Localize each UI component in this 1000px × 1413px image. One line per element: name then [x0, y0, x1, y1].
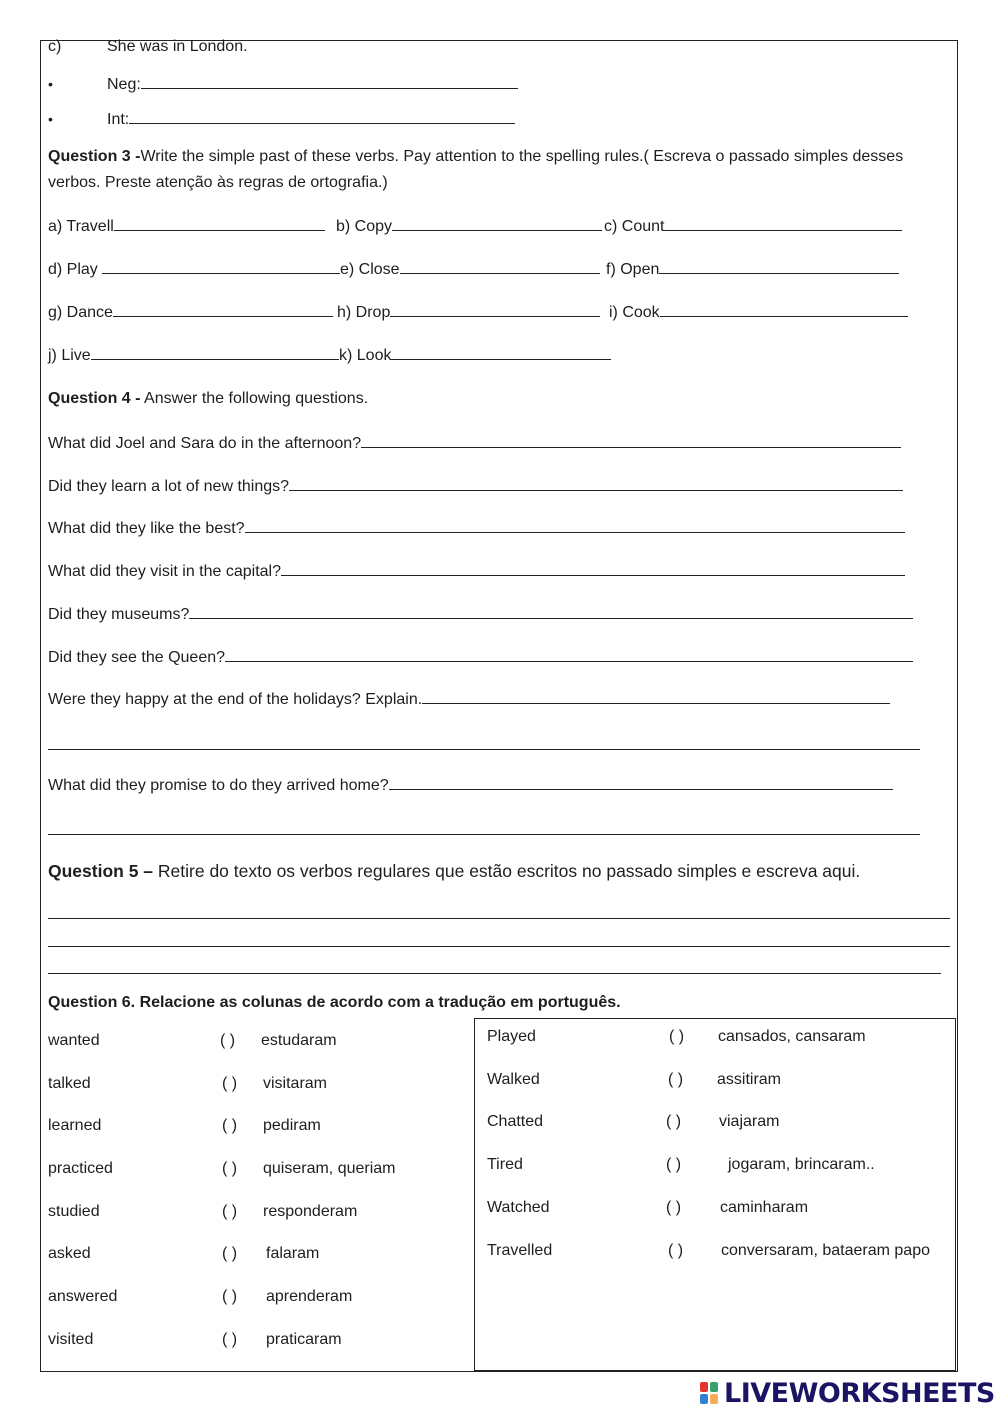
q5-answer-line-3[interactable] [48, 973, 941, 974]
q6-right-translation: assitiram [717, 1071, 782, 1088]
q3-instruction-line2: verbos. Preste atenção às regras de ortografia.) [48, 174, 388, 191]
q3-blank-d[interactable] [102, 259, 340, 274]
q4-title: Question 4 - [48, 390, 141, 407]
int-label: Int: [107, 111, 130, 128]
q4-answer-8-line2[interactable] [48, 834, 920, 835]
q6-right-column-box [474, 1018, 956, 1371]
q3-blank-a[interactable] [114, 216, 325, 231]
q6-left-word: talked [48, 1075, 91, 1092]
q3-blank-h[interactable] [390, 302, 600, 317]
q4-answer-3[interactable] [245, 518, 905, 533]
q4-answer-6[interactable] [225, 647, 913, 662]
q6-left-translation: pediram [263, 1117, 321, 1134]
q5-title: Question 5 – [48, 861, 154, 881]
bullet-icon: • [48, 111, 53, 127]
q6-right-word: Played [487, 1028, 536, 1045]
q6-left-word: answered [48, 1288, 118, 1305]
liveworksheets-logo [700, 1377, 995, 1409]
q3-item-a: a) Travell [48, 216, 325, 237]
q4-question-8: What did they promise to do they arrived home? [48, 775, 893, 796]
q3-item-d: d) Play [48, 259, 340, 280]
q4-question-7: Were they happy at the end of the holidays? Explain. [48, 689, 890, 710]
q6-right-word: Travelled [487, 1242, 553, 1259]
q6-left-answer-box[interactable]: ( ) [222, 1331, 238, 1348]
q3-item-g: g) Dance [48, 302, 333, 323]
q6-right-answer-box[interactable]: ( ) [668, 1071, 684, 1088]
q4-instruction: Answer the following questions. [144, 390, 369, 407]
q6-left-translation: aprenderam [266, 1288, 353, 1305]
q5-instruction: Retire do texto os verbos regulares que estão escritos no passado simples e escreva aqui. [157, 861, 861, 881]
q6-left-answer-box[interactable]: ( ) [222, 1203, 238, 1220]
q3-instruction-line1: Question 3 -Write the simple past of these verbs. Pay attention to the spelling rules.( Escreva o passado simples desses [48, 148, 904, 165]
liveworksheets-logo-icon [700, 1380, 720, 1406]
q6-left-translation: quiseram, queriam [263, 1160, 396, 1177]
q3-blank-b[interactable] [392, 216, 602, 231]
q4-question-5: Did they museums? [48, 604, 913, 625]
q6-title: Question 6. Relacione as colunas de acordo com a tradução em português. [48, 994, 621, 1011]
q4-answer-5[interactable] [189, 604, 913, 619]
q4-question-3: What did they like the best? [48, 518, 905, 539]
q4-answer-4[interactable] [281, 561, 905, 576]
q3-item-b: b) Copy [336, 216, 602, 237]
q6-left-answer-box[interactable]: ( ) [222, 1245, 238, 1262]
q6-left-word: asked [48, 1245, 91, 1262]
q5-header [48, 860, 860, 882]
q6-right-word: Walked [487, 1071, 540, 1088]
q3-item-k: k) Look [339, 345, 611, 366]
q2-item-c-text: She was in London. [107, 38, 248, 55]
q4-answer-1[interactable] [361, 433, 901, 448]
q6-right-translation: caminharam [720, 1199, 809, 1216]
q6-right-answer-box[interactable]: ( ) [666, 1113, 682, 1130]
q3-blank-g[interactable] [113, 302, 333, 317]
q3-blank-i[interactable] [660, 302, 908, 317]
q4-question-1: What did Joel and Sara do in the afternoon? [48, 433, 901, 454]
q6-left-word: visited [48, 1331, 94, 1348]
q2-item-c-label: c) [48, 38, 62, 55]
q5-answer-line-2[interactable] [48, 946, 950, 947]
q4-question-4: What did they visit in the capital? [48, 561, 905, 582]
liveworksheets-logo-text: LIVEWORKSHEETS [724, 1377, 995, 1409]
q6-left-translation: praticaram [266, 1331, 342, 1348]
q3-item-f: f) Open [606, 259, 899, 280]
q4-question-2: Did they learn a lot of new things? [48, 476, 903, 497]
int-answer-blank[interactable] [129, 109, 515, 124]
neg-answer-blank[interactable] [141, 74, 518, 89]
q3-item-h: h) Drop [337, 302, 600, 323]
q3-blank-c[interactable] [664, 216, 902, 231]
q6-left-word: practiced [48, 1160, 113, 1177]
q6-left-translation: falaram [266, 1245, 320, 1262]
q3-title: Question 3 - [48, 148, 141, 165]
q4-answer-7-line2[interactable] [48, 749, 920, 750]
q6-left-word: wanted [48, 1032, 100, 1049]
q4-answer-8[interactable] [389, 775, 893, 790]
q4-answer-2[interactable] [289, 476, 903, 491]
q6-left-answer-box[interactable]: ( ) [222, 1160, 238, 1177]
neg-label: Neg: [107, 76, 141, 93]
q6-right-answer-box[interactable]: ( ) [666, 1199, 682, 1216]
q6-right-answer-box[interactable]: ( ) [668, 1242, 684, 1259]
q6-left-answer-box[interactable]: ( ) [222, 1288, 238, 1305]
bullet-icon: • [48, 76, 53, 92]
q6-left-translation: visitaram [263, 1075, 328, 1092]
q4-answer-7[interactable] [422, 689, 890, 704]
q6-right-translation: cansados, cansaram [718, 1028, 866, 1045]
q4-question-6: Did they see the Queen? [48, 647, 913, 668]
q6-right-translation: viajaram [719, 1113, 780, 1130]
q3-item-j: j) Live [48, 345, 339, 366]
q6-right-word: Watched [487, 1199, 550, 1216]
q6-left-translation: estudaram [261, 1032, 337, 1049]
q6-right-answer-box[interactable]: ( ) [666, 1156, 682, 1173]
q6-left-word: studied [48, 1203, 100, 1220]
q6-right-word: Chatted [487, 1113, 544, 1130]
q6-right-answer-box[interactable]: ( ) [669, 1028, 685, 1045]
q6-left-translation: responderam [263, 1203, 358, 1220]
q6-right-word: Tired [487, 1156, 523, 1173]
q6-left-answer-box[interactable]: ( ) [222, 1075, 238, 1092]
q6-left-answer-box[interactable]: ( ) [222, 1117, 238, 1134]
q3-blank-f[interactable] [659, 259, 899, 274]
q6-left-word: learned [48, 1117, 102, 1134]
q4-header [48, 389, 368, 409]
q6-right-translation: conversaram, bataeram papo [721, 1242, 930, 1259]
q3-blank-e[interactable] [400, 259, 600, 274]
q5-answer-line-1[interactable] [48, 918, 950, 919]
q6-right-translation: jogaram, brincaram.. [728, 1156, 875, 1173]
q6-left-answer-box[interactable]: ( ) [220, 1032, 236, 1049]
q3-item-c: c) Count [604, 216, 902, 237]
q3-item-i: i) Cook [609, 302, 908, 323]
q3-blank-k[interactable] [391, 345, 611, 360]
q3-item-e: e) Close [340, 259, 600, 280]
q3-blank-j[interactable] [91, 345, 339, 360]
